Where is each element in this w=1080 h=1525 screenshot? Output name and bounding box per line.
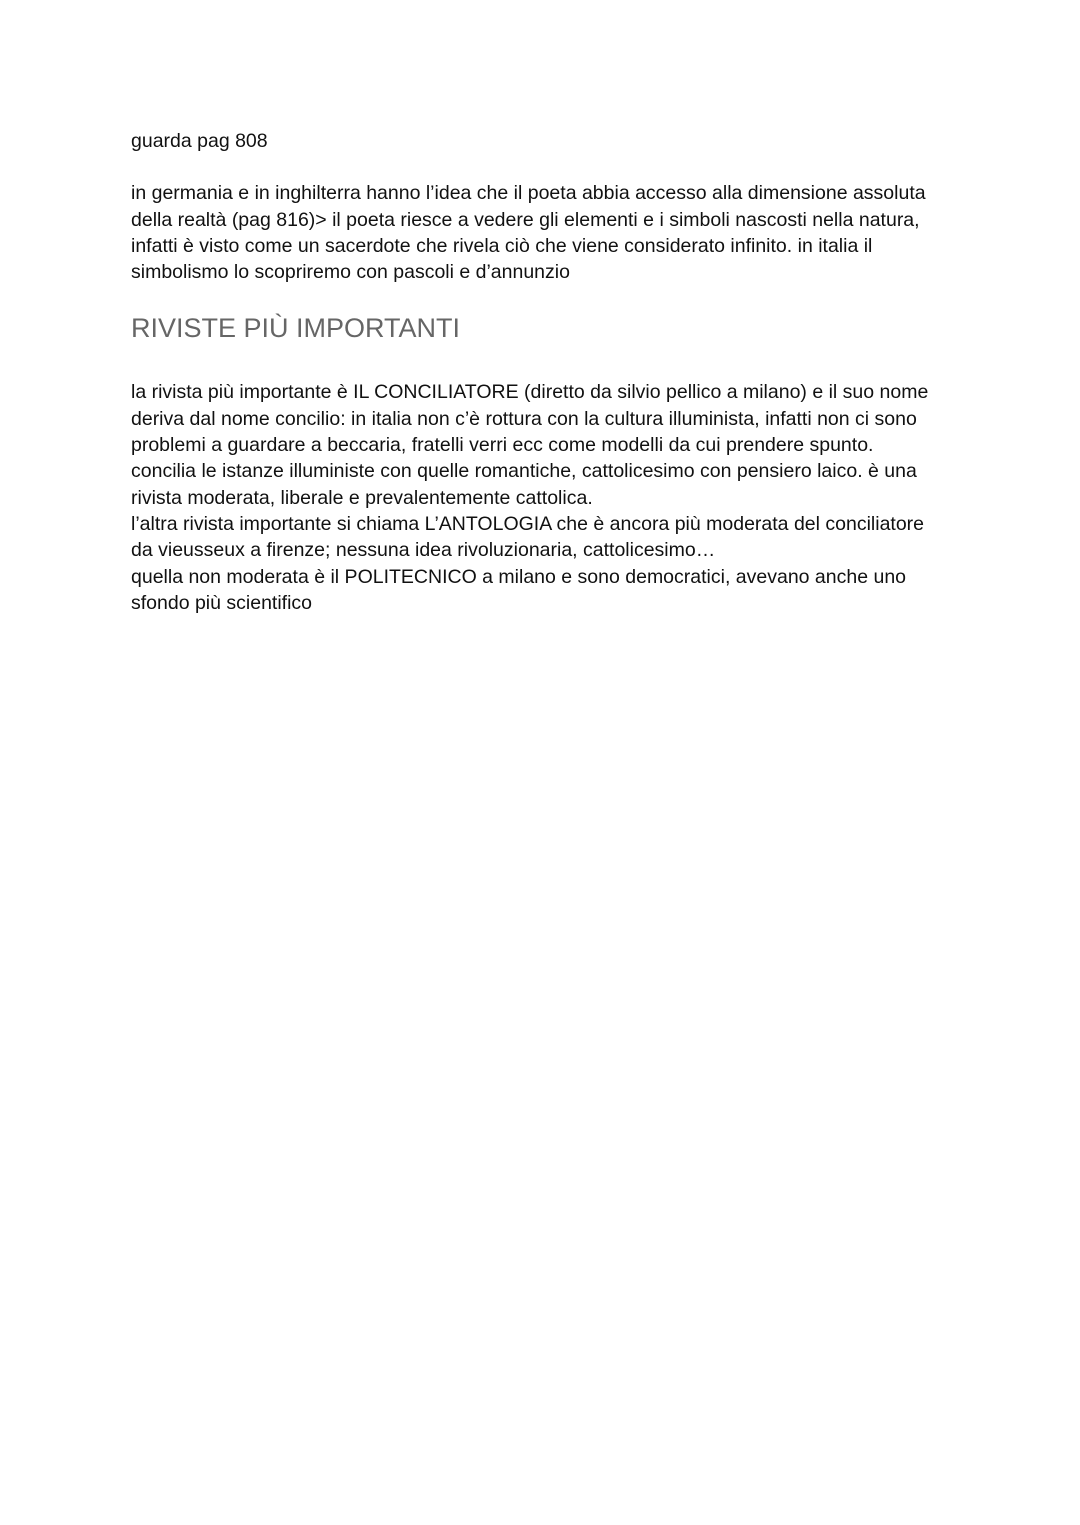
section-heading: RIVISTE PIÙ IMPORTANTI [131, 313, 461, 344]
page-reference-text: guarda pag 808 [131, 130, 268, 152]
document-body [131, 128, 961, 616]
symbolism-paragraph: in germania e in inghilterra hanno l’idea che il poeta abbia accesso alla dimensione assoluta della realtà (pag 816)> il poeta riesce a vedere gli elementi e i simboli nascosti nella natura, infatti è visto come un sacerdote che rivela ciò che viene considerato infinito. in italia il simbolismo lo scopriremo con pascoli e d’annunzio [131, 182, 926, 284]
riviste-paragraph: la rivista più importante è IL CONCILIATORE (diretto da silvio pellico a milano) e il suo nome deriva dal nome concilio: in italia non c’è rottura con la cultura illuminista, infatti non ci sono problemi a guardare a beccaria, fratelli verri ecc come modelli da cui prendere spunto. concilia le istanze illuministe con quelle romantiche, cattolicesimo con pensiero laico. è una rivista moderata, liberale e prevalentemente cattolica. l’altra rivista importante si chiama L’ANTOLOGIA che è ancora più moderata del conciliatore da vieusseux a firenze; nessuna idea rivoluzionaria, cattolicesimo… quella non moderata è il POLITECNICO a milano e sono democratici, avevano anche uno sfondo più scientifico [131, 381, 929, 614]
